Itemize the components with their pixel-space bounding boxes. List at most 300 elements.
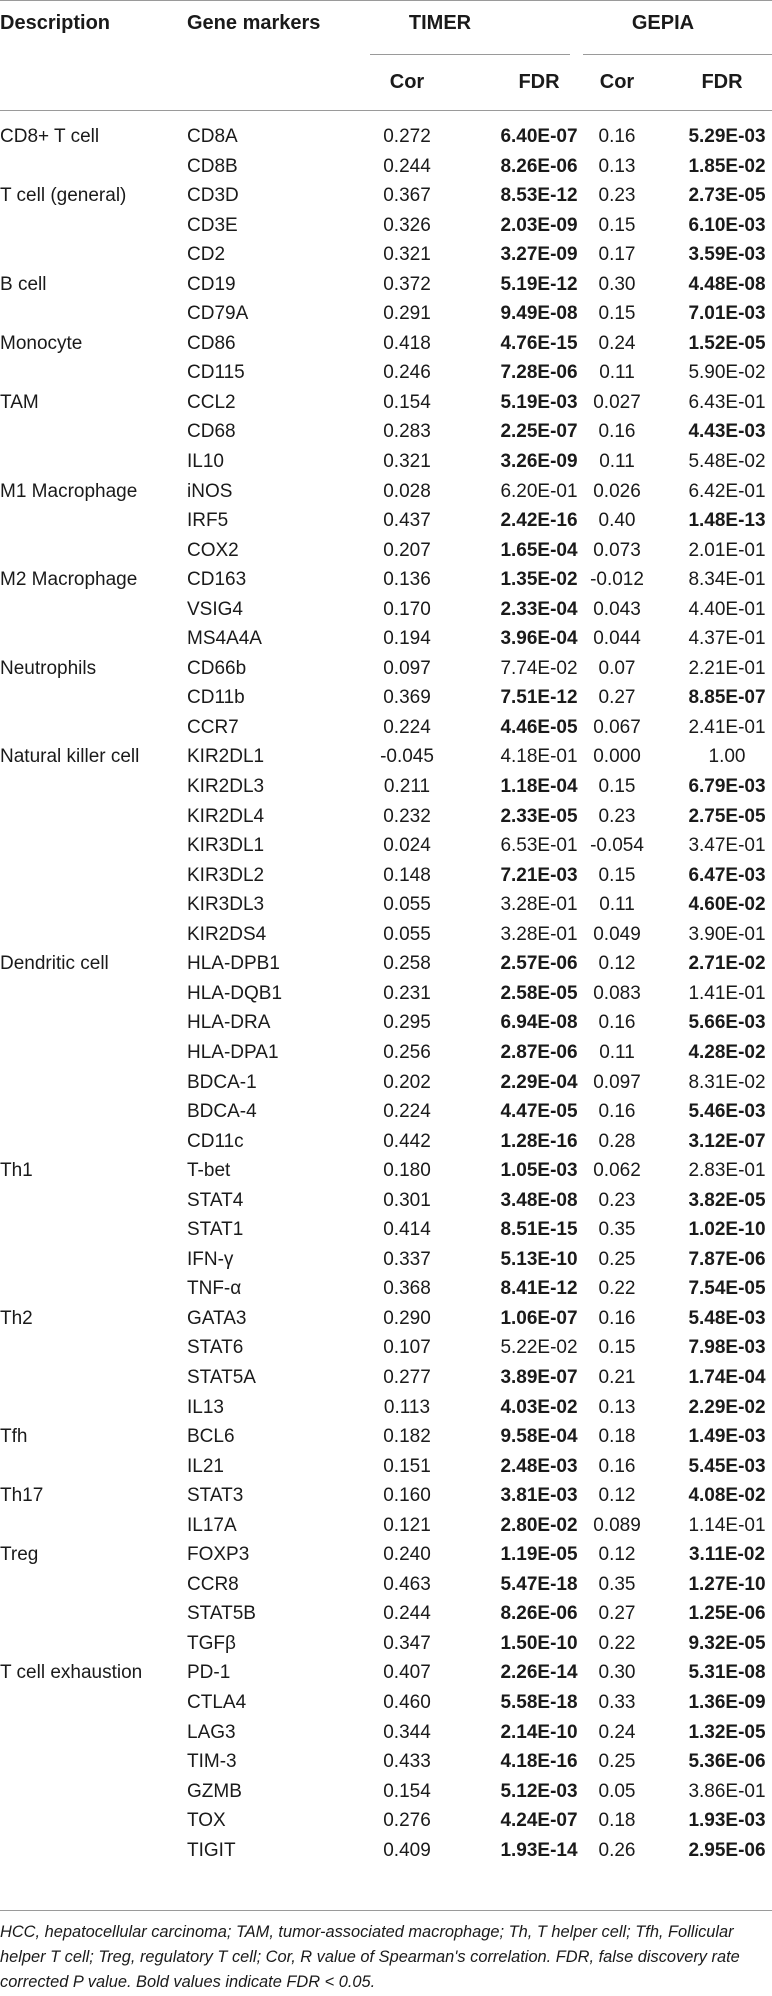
cell-gene-marker: CCR7 [187,716,239,738]
cell-gepia-fdr: 1.36E-09 [688,1691,766,1713]
cell-timer-fdr: 2.25E-07 [500,421,578,443]
cell-gene-marker: PD-1 [187,1662,231,1684]
cell-gene-marker: IL21 [187,1455,224,1477]
table-row [0,1333,772,1363]
table-row [0,831,772,861]
cell-timer-fdr: 1.93E-14 [500,1839,578,1861]
cell-timer-cor: 0.055 [383,894,431,916]
cell-gene-marker: CD86 [187,332,236,354]
cell-gene-marker: CD2 [187,244,226,266]
cell-gepia-cor: 0.15 [598,864,636,886]
cell-gene-marker: IL17A [187,1514,237,1536]
cell-timer-cor: 0.337 [383,1248,431,1270]
cell-timer-cor: 0.232 [383,805,431,827]
cell-timer-fdr: 7.74E-02 [500,657,578,679]
cell-gene-marker: KIR2DS4 [187,923,267,945]
cell-timer-fdr: 2.48E-03 [500,1455,578,1477]
cell-timer-fdr: 1.50E-10 [500,1632,578,1654]
cell-gepia-cor: 0.15 [598,214,636,236]
table-body [0,122,772,1865]
table-row [0,122,772,152]
table-row [0,1629,772,1659]
cell-gepia-cor: 0.083 [593,982,641,1004]
cell-gepia-cor: 0.24 [598,1721,636,1743]
cell-timer-cor: 0.460 [383,1691,431,1713]
table-row [0,654,772,684]
cell-gepia-fdr: 5.36E-06 [688,1751,766,1773]
cell-gepia-cor: 0.16 [598,1101,636,1123]
cell-timer-fdr: 3.28E-01 [500,923,578,945]
table-row [0,1156,772,1186]
table-row [0,1777,772,1807]
cell-timer-fdr: 4.03E-02 [500,1396,578,1418]
cell-timer-fdr: 6.53E-01 [500,835,578,857]
cell-timer-fdr: 2.42E-16 [500,510,578,532]
cell-timer-cor: 0.433 [383,1751,431,1773]
cell-timer-cor: 0.283 [383,421,431,443]
cell-gepia-fdr: 5.48E-02 [688,451,766,473]
cell-timer-fdr: 1.05E-03 [500,1160,578,1182]
table-row [0,152,772,182]
cell-gene-marker: CD3D [187,185,239,207]
cell-gepia-cor: 0.16 [598,126,636,147]
cell-timer-cor: 0.372 [383,273,431,295]
cell-timer-cor: 0.256 [383,1041,431,1063]
cell-gene-marker: CD8B [187,155,238,177]
cell-gepia-fdr: 2.73E-05 [688,185,766,207]
cell-gepia-cor: 0.33 [598,1691,636,1713]
table-row [0,1274,772,1304]
header-description: Description [0,12,111,34]
cell-description: TAM [0,391,39,413]
cell-timer-cor: 0.301 [383,1189,431,1211]
table-row [0,1599,772,1629]
cell-gepia-fdr: 3.47E-01 [688,835,766,857]
table-row [0,1540,772,1570]
header-rule [0,110,772,111]
table-row [0,683,772,713]
table-row [0,1658,772,1688]
cell-gepia-cor: 0.12 [598,953,636,975]
cell-gene-marker: STAT5A [187,1366,256,1388]
cell-gepia-fdr: 2.83E-01 [688,1160,766,1182]
cell-gepia-fdr: 1.02E-10 [688,1219,766,1241]
cell-gepia-cor: 0.044 [593,628,641,650]
cell-timer-cor: 0.258 [383,953,431,975]
cell-timer-cor: 0.154 [383,1780,431,1802]
cell-gene-marker: HLA-DPB1 [187,953,280,975]
cell-gene-marker: KIR3DL3 [187,894,265,916]
cell-timer-fdr: 7.51E-12 [500,687,578,709]
table-row [0,1570,772,1600]
table-row [0,1806,772,1836]
cell-timer-cor: 0.148 [383,864,431,886]
table-row [0,240,772,270]
cell-timer-fdr: 4.18E-01 [500,746,578,768]
table-row [0,1245,772,1275]
cell-gene-marker: MS4A4A [187,628,262,650]
cell-timer-fdr: 8.26E-06 [500,155,578,177]
cell-description: CD8+ T cell [0,126,100,147]
cell-gepia-cor: 0.23 [598,805,636,827]
cell-gepia-cor: 0.13 [598,1396,636,1418]
cell-timer-cor: 0.154 [383,391,431,413]
cell-timer-fdr: 5.12E-03 [500,1780,578,1802]
cell-gepia-fdr: 3.11E-02 [688,1544,766,1566]
table-row [0,1008,772,1038]
cell-gepia-cor: 0.23 [598,185,636,207]
cell-gene-marker: KIR2DL1 [187,746,265,768]
cell-gene-marker: IL13 [187,1396,224,1418]
cell-gene-marker: HLA-DQB1 [187,982,283,1004]
cell-timer-fdr: 4.47E-05 [500,1101,578,1123]
cell-gene-marker: T-bet [187,1160,231,1182]
cell-gene-marker: IL10 [187,451,224,473]
cell-gepia-cor: 0.35 [598,1219,636,1241]
table-row [0,861,772,891]
cell-timer-cor: 0.437 [383,510,431,532]
cell-gepia-fdr: 5.29E-03 [688,126,766,147]
cell-timer-fdr: 2.33E-04 [500,598,578,620]
cell-timer-fdr: 8.41E-12 [500,1278,578,1300]
cell-description: T cell exhaustion [0,1662,143,1684]
cell-gepia-cor: 0.17 [598,244,636,266]
cell-gene-marker: HLA-DPA1 [187,1041,279,1063]
table-row [0,1363,772,1393]
cell-timer-fdr: 7.21E-03 [500,864,578,886]
cell-gepia-cor: 0.000 [593,746,641,768]
table-row [0,536,772,566]
cell-timer-cor: -0.045 [380,746,434,768]
table-row [0,358,772,388]
cell-gepia-cor: 0.11 [599,451,635,473]
cell-gepia-fdr: 7.54E-05 [688,1278,766,1300]
table-row [0,1097,772,1127]
cell-gepia-cor: 0.30 [598,1662,636,1684]
table-row [0,329,772,359]
cell-timer-cor: 0.028 [383,480,431,502]
cell-gepia-cor: 0.18 [598,1810,636,1832]
cell-gene-marker: STAT5B [187,1603,256,1625]
table-row [0,388,772,418]
cell-gepia-cor: 0.097 [593,1071,641,1093]
cell-timer-cor: 0.290 [383,1307,431,1329]
cell-gepia-fdr: 3.82E-05 [688,1189,766,1211]
cell-gene-marker: GATA3 [187,1307,247,1329]
header-gene-markers: Gene markers [187,12,321,34]
cell-gepia-cor: 0.11 [599,894,635,916]
cell-gene-marker: LAG3 [187,1721,236,1743]
cell-description: M2 Macrophage [0,569,138,591]
cell-timer-fdr: 2.03E-09 [500,214,578,236]
cell-gepia-cor: 0.27 [598,1603,636,1625]
cell-timer-cor: 0.321 [383,244,431,266]
cell-timer-fdr: 3.81E-03 [500,1485,578,1507]
cell-timer-fdr: 9.49E-08 [500,303,578,325]
cell-gene-marker: TGFβ [187,1632,236,1654]
table-row [0,299,772,329]
cell-gene-marker: CD19 [187,273,236,295]
cell-gene-marker: COX2 [187,539,239,561]
cell-timer-fdr: 4.24E-07 [500,1810,578,1832]
table-row [0,270,772,300]
cell-description: Th2 [0,1307,33,1329]
cell-timer-cor: 0.414 [383,1219,431,1241]
cell-gene-marker: VSIG4 [187,598,243,620]
cell-timer-cor: 0.097 [383,657,431,679]
cell-gepia-fdr: 9.32E-05 [688,1632,766,1654]
cell-gene-marker: CD79A [187,303,249,325]
cell-timer-cor: 0.207 [383,539,431,561]
cell-timer-fdr: 2.58E-05 [500,982,578,1004]
cell-gepia-fdr: 1.74E-04 [688,1366,766,1388]
cell-timer-cor: 0.202 [383,1071,431,1093]
cell-timer-cor: 0.295 [383,1012,431,1034]
cell-timer-fdr: 2.33E-05 [500,805,578,827]
cell-timer-fdr: 2.87E-06 [500,1041,578,1063]
cell-gepia-fdr: 3.12E-07 [688,1130,766,1152]
cell-timer-cor: 0.409 [383,1839,431,1861]
cell-gene-marker: FOXP3 [187,1544,250,1566]
cell-gepia-fdr: 5.46E-03 [688,1101,766,1123]
cell-gepia-fdr: 1.85E-02 [688,155,766,177]
cell-gepia-fdr: 3.59E-03 [688,244,766,266]
cell-gepia-cor: 0.35 [598,1573,636,1595]
cell-timer-cor: 0.369 [383,687,431,709]
cell-gepia-fdr: 1.25E-06 [688,1603,766,1625]
cell-gepia-fdr: 1.00 [708,746,746,768]
cell-gepia-fdr: 5.45E-03 [688,1455,766,1477]
cell-timer-cor: 0.055 [383,923,431,945]
cell-timer-fdr: 4.76E-15 [500,332,578,354]
cell-timer-cor: 0.121 [383,1514,431,1536]
cell-timer-cor: 0.418 [383,332,431,354]
table-row [0,211,772,241]
cell-gepia-fdr: 3.90E-01 [688,923,766,945]
table-row [0,1747,772,1777]
cell-gepia-fdr: 4.08E-02 [688,1485,766,1507]
cell-timer-fdr: 3.27E-09 [500,244,578,266]
cell-gepia-cor: 0.16 [598,1455,636,1477]
cell-gepia-cor: 0.026 [593,480,641,502]
cell-gepia-fdr: 8.31E-02 [688,1071,766,1093]
cell-description: Treg [0,1544,39,1566]
table-row [0,1452,772,1482]
cell-gepia-fdr: 6.42E-01 [688,480,766,502]
cell-description: B cell [0,273,47,295]
cell-description: Th17 [0,1485,44,1507]
cell-gene-marker: KIR3DL2 [187,864,265,886]
cell-gepia-fdr: 2.01E-01 [688,539,766,561]
cell-gepia-cor: 0.15 [598,776,636,798]
cell-gepia-cor: 0.22 [598,1278,636,1300]
cell-timer-cor: 0.442 [383,1130,431,1152]
cell-gepia-cor: 0.18 [598,1426,636,1448]
table-row [0,1836,772,1866]
table-row [0,1127,772,1157]
cell-timer-fdr: 5.22E-02 [500,1337,578,1359]
cell-timer-cor: 0.224 [383,716,431,738]
cell-gepia-cor: 0.40 [598,510,636,532]
cell-timer-fdr: 2.80E-02 [500,1514,578,1536]
table-row [0,477,772,507]
cell-gepia-fdr: 3.86E-01 [688,1780,766,1802]
cell-timer-fdr: 2.26E-14 [500,1662,578,1684]
cell-gene-marker: STAT1 [187,1219,244,1241]
cell-gene-marker: CD11b [187,687,245,709]
cell-gepia-fdr: 1.49E-03 [688,1426,766,1448]
cell-timer-cor: 0.244 [383,155,431,177]
cell-gepia-cor: 0.12 [598,1485,636,1507]
cell-timer-cor: 0.244 [383,1603,431,1625]
cell-gene-marker: CCL2 [187,391,236,413]
cell-gepia-fdr: 2.75E-05 [688,805,766,827]
cell-gepia-cor: 0.21 [598,1366,636,1388]
cell-timer-fdr: 9.58E-04 [500,1426,578,1448]
table-row [0,417,772,447]
cell-gepia-fdr: 4.60E-02 [688,894,766,916]
cell-gepia-cor: 0.15 [598,1337,636,1359]
cell-gepia-cor: 0.25 [598,1248,636,1270]
cell-gene-marker: CD11c [187,1130,244,1152]
cell-gene-marker: iNOS [187,480,233,502]
cell-timer-fdr: 5.47E-18 [500,1573,578,1595]
cell-gepia-fdr: 2.95E-06 [688,1839,766,1861]
cell-gepia-fdr: 6.79E-03 [688,776,766,798]
timer-span-rule [370,54,570,55]
table-row [0,920,772,950]
cell-timer-cor: 0.224 [383,1101,431,1123]
cell-timer-cor: 0.182 [383,1426,431,1448]
cell-gepia-fdr: 7.01E-03 [688,303,766,325]
cell-gene-marker: TIGIT [187,1839,236,1861]
cell-gene-marker: STAT3 [187,1485,244,1507]
cell-gepia-fdr: 5.48E-03 [688,1307,766,1329]
table-row [0,890,772,920]
cell-timer-fdr: 1.28E-16 [500,1130,578,1152]
cell-gepia-fdr: 1.27E-10 [688,1573,766,1595]
cell-timer-fdr: 2.14E-10 [500,1721,578,1743]
cell-timer-cor: 0.344 [383,1721,431,1743]
cell-gepia-fdr: 6.10E-03 [688,214,766,236]
cell-gepia-cor: -0.012 [590,569,644,591]
table-row [0,742,772,772]
cell-timer-fdr: 3.89E-07 [500,1366,578,1388]
table-row [0,1186,772,1216]
cell-timer-cor: 0.180 [383,1160,431,1182]
cell-timer-cor: 0.368 [383,1278,431,1300]
cell-timer-fdr: 8.26E-06 [500,1603,578,1625]
cell-gepia-fdr: 8.34E-01 [688,569,766,591]
cell-timer-cor: 0.136 [383,569,431,591]
table-row [0,1304,772,1334]
cell-gepia-fdr: 5.90E-02 [688,362,766,384]
cell-gepia-fdr: 4.28E-02 [688,1041,766,1063]
table-row [0,506,772,536]
cell-gene-marker: HLA-DRA [187,1012,271,1034]
cell-gene-marker: IFN-γ [187,1248,234,1270]
cell-gene-marker: TIM-3 [187,1751,237,1773]
cell-gepia-fdr: 4.48E-08 [688,273,766,295]
cell-gene-marker: BDCA-1 [187,1071,257,1093]
table-footnote: HCC, hepatocellular carcinoma; TAM, tumor-associated macrophage; Th, T helper cell; Tfh, Follicular helper T cell; Treg, regulatory T cell; Cor, R value of Spearman's correlation. FDR, false discovery rate corrected P value. Bold values indicate FDR < 0.05. [0,1923,740,1991]
cell-gepia-fdr: 1.52E-05 [688,332,766,354]
table-row [0,772,772,802]
cell-gepia-cor: 0.07 [598,657,636,679]
cell-timer-cor: 0.277 [383,1366,431,1388]
gepia-span-rule [583,54,772,55]
cell-gene-marker: KIR2DL3 [187,776,265,798]
cell-gepia-cor: 0.30 [598,273,636,295]
table-row [0,624,772,654]
cell-description: Th1 [0,1160,33,1182]
cell-gene-marker: KIR2DL4 [187,805,265,827]
cell-gene-marker: TOX [187,1810,226,1832]
cell-gepia-cor: 0.22 [598,1632,636,1654]
cell-timer-fdr: 4.18E-16 [500,1751,578,1773]
cell-gepia-fdr: 4.37E-01 [688,628,766,650]
cell-gepia-fdr: 6.43E-01 [688,391,766,413]
table-row [0,447,772,477]
cell-gepia-cor: 0.073 [593,539,641,561]
cell-timer-fdr: 2.57E-06 [500,953,578,975]
cell-gepia-cor: 0.11 [599,362,635,384]
table-row [0,1038,772,1068]
header-gepia: GEPIA [631,12,695,34]
cell-gene-marker: CTLA4 [187,1691,247,1713]
cell-timer-cor: 0.211 [383,776,431,798]
cell-gepia-cor: 0.26 [598,1839,636,1861]
cell-gepia-cor: 0.13 [598,155,636,177]
cell-timer-cor: 0.246 [383,362,431,384]
cell-timer-cor: 0.024 [383,835,431,857]
cell-timer-fdr: 3.28E-01 [500,894,578,916]
cell-timer-fdr: 1.35E-02 [500,569,578,591]
cell-timer-cor: 0.407 [383,1662,431,1684]
cell-gepia-cor: 0.25 [598,1751,636,1773]
cell-timer-cor: 0.326 [383,214,431,236]
cell-timer-fdr: 5.19E-12 [500,273,578,295]
cell-description: Dendritic cell [0,953,109,975]
cell-gepia-fdr: 8.85E-07 [688,687,766,709]
cell-gene-marker: GZMB [187,1780,242,1802]
table-row [0,595,772,625]
cell-gene-marker: TNF-α [187,1278,242,1300]
cell-timer-fdr: 1.18E-04 [500,776,578,798]
cell-gene-marker: CD163 [187,569,247,591]
cell-timer-fdr: 4.46E-05 [500,716,578,738]
cell-gepia-cor: 0.16 [598,421,636,443]
table-row [0,979,772,1009]
cell-gepia-cor: 0.043 [593,598,641,620]
cell-gepia-cor: -0.054 [590,835,644,857]
cell-timer-cor: 0.160 [383,1485,431,1507]
cell-gepia-fdr: 1.93E-03 [688,1810,766,1832]
table-row [0,1215,772,1245]
table-row [0,802,772,832]
cell-description: Neutrophils [0,657,97,679]
header-timer-cor: Cor [389,71,425,93]
cell-timer-fdr: 6.40E-07 [500,126,578,147]
cell-description: Monocyte [0,332,83,354]
table-row [0,1688,772,1718]
cell-timer-fdr: 1.06E-07 [500,1307,578,1329]
cell-timer-cor: 0.107 [383,1337,431,1359]
cell-gepia-cor: 0.089 [593,1514,641,1536]
cell-gepia-cor: 0.062 [593,1160,641,1182]
table-row [0,1068,772,1098]
table-row [0,565,772,595]
